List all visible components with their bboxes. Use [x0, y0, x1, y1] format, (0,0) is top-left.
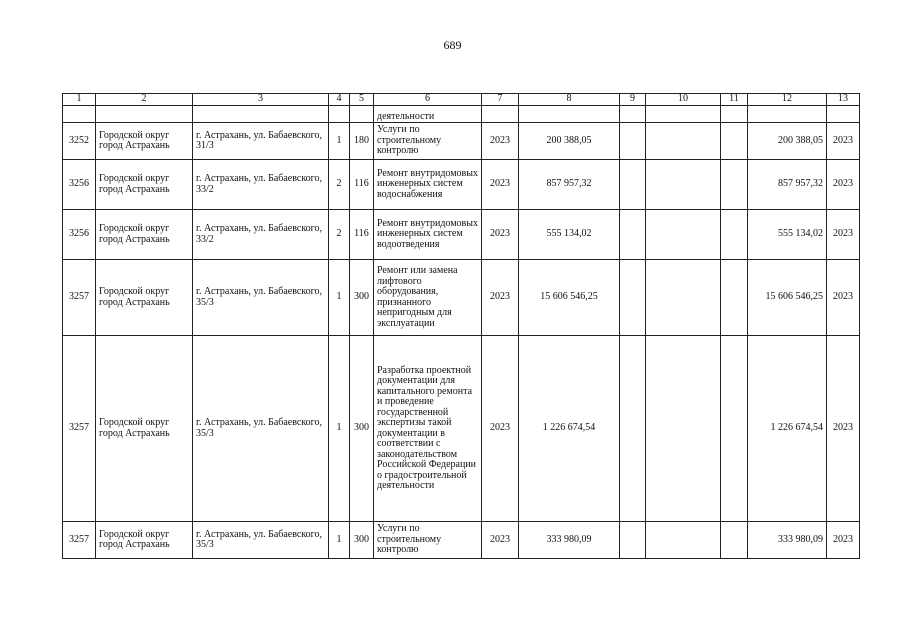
completion-year-cell: 2023 [827, 336, 860, 522]
table-row [63, 336, 860, 522]
year-cell: 2023 [482, 336, 519, 522]
column-header: 13 [827, 94, 860, 106]
col10-cell [646, 210, 721, 260]
municipality-cell: Городской округ город Астрахань [96, 522, 193, 559]
column-header: 2 [96, 94, 193, 106]
total-cell: 555 134,02 [748, 210, 827, 260]
col9-cell [620, 522, 646, 559]
total-cell: 1 226 674,54 [748, 336, 827, 522]
col5-cell: 300 [350, 336, 374, 522]
column-header: 1 [63, 94, 96, 106]
work-type-cell: Услуги по строительному контролю [374, 123, 482, 160]
work-type-cell: Ремонт или замена лифтового оборудования, признанного непригодным для эксплуатации [374, 260, 482, 336]
address-cell: г. Астрахань, ул. Бабаевского, 35/3 [193, 336, 329, 522]
col4-cell: 2 [329, 210, 350, 260]
amount-cell: 200 388,05 [519, 123, 620, 160]
completion-year-cell: 2023 [827, 123, 860, 160]
col11-cell [721, 260, 748, 336]
total-cell: 15 606 546,25 [748, 260, 827, 336]
col10-cell [646, 160, 721, 210]
address-cell: г. Астрахань, ул. Бабаевского, 35/3 [193, 522, 329, 559]
work-type-cell: Разработка проектной документации для капитального ремонта и проведение государственной экспертизы такой документации в соответствии с законодательством Российской Федерации о градостроительной деятельности [374, 336, 482, 522]
col5-cell: 300 [350, 260, 374, 336]
column-header: 9 [620, 94, 646, 106]
work-type-cell: Ремонт внутридомовых инженерных систем водоотведения [374, 210, 482, 260]
municipality-cell: Городской округ город Астрахань [96, 336, 193, 522]
work-type-cell: Ремонт внутридомовых инженерных систем водоснабжения [374, 160, 482, 210]
completion-year-cell: 2023 [827, 210, 860, 260]
col11-cell [721, 123, 748, 160]
column-header: 12 [748, 94, 827, 106]
amount-cell: 15 606 546,25 [519, 260, 620, 336]
total-cell: 200 388,05 [748, 123, 827, 160]
column-header: 3 [193, 94, 329, 106]
table-row [63, 210, 860, 260]
column-header: 11 [721, 94, 748, 106]
object-id-cell: 3256 [63, 160, 96, 210]
completion-year-cell: 2023 [827, 522, 860, 559]
col5-cell: 116 [350, 210, 374, 260]
col11-cell [721, 210, 748, 260]
col11-cell [721, 160, 748, 210]
col9-cell [620, 160, 646, 210]
table-row [63, 522, 860, 559]
address-cell: г. Астрахань, ул. Бабаевского, 31/3 [193, 123, 329, 160]
capital-repair-table [62, 93, 860, 559]
amount-cell: 333 980,09 [519, 522, 620, 559]
col5-cell: 180 [350, 123, 374, 160]
year-cell: 2023 [482, 210, 519, 260]
col10-cell [646, 123, 721, 160]
object-id-cell: 3256 [63, 210, 96, 260]
municipality-cell: Городской округ город Астрахань [96, 260, 193, 336]
col11-cell [721, 336, 748, 522]
municipality-cell: Городской округ город Астрахань [96, 210, 193, 260]
col4-cell: 1 [329, 260, 350, 336]
col9-cell [620, 210, 646, 260]
completion-year-cell: 2023 [827, 160, 860, 210]
total-cell: 333 980,09 [748, 522, 827, 559]
column-header: 8 [519, 94, 620, 106]
object-id-cell: 3257 [63, 522, 96, 559]
col10-cell [646, 522, 721, 559]
object-id-cell: 3252 [63, 123, 96, 160]
continuation-row [63, 106, 860, 123]
column-header: 10 [646, 94, 721, 106]
year-cell: 2023 [482, 522, 519, 559]
municipality-cell: Городской округ город Астрахань [96, 123, 193, 160]
completion-year-cell: 2023 [827, 260, 860, 336]
col4-cell: 1 [329, 336, 350, 522]
col4-cell: 1 [329, 522, 350, 559]
total-cell: 857 957,32 [748, 160, 827, 210]
col5-cell: 300 [350, 522, 374, 559]
col9-cell [620, 336, 646, 522]
col10-cell [646, 336, 721, 522]
address-cell: г. Астрахань, ул. Бабаевского, 33/2 [193, 160, 329, 210]
work-type-cell: деятельности [374, 106, 482, 123]
address-cell: г. Астрахань, ул. Бабаевского, 35/3 [193, 260, 329, 336]
work-type-cell: Услуги по строительному контролю [374, 522, 482, 559]
object-id-cell: 3257 [63, 260, 96, 336]
table-row [63, 123, 860, 160]
column-numbers-row [63, 94, 860, 106]
year-cell: 2023 [482, 260, 519, 336]
col4-cell: 2 [329, 160, 350, 210]
year-cell: 2023 [482, 123, 519, 160]
col9-cell [620, 260, 646, 336]
address-cell: г. Астрахань, ул. Бабаевского, 33/2 [193, 210, 329, 260]
col11-cell [721, 522, 748, 559]
col9-cell [620, 123, 646, 160]
amount-cell: 555 134,02 [519, 210, 620, 260]
column-header: 6 [374, 94, 482, 106]
municipality-cell: Городской округ город Астрахань [96, 160, 193, 210]
page-number: 689 [443, 38, 462, 52]
column-header: 4 [329, 94, 350, 106]
col5-cell: 116 [350, 160, 374, 210]
amount-cell: 1 226 674,54 [519, 336, 620, 522]
column-header: 5 [350, 94, 374, 106]
col4-cell: 1 [329, 123, 350, 160]
amount-cell: 857 957,32 [519, 160, 620, 210]
object-id-cell: 3257 [63, 336, 96, 522]
col10-cell [646, 260, 721, 336]
table-row [63, 260, 860, 336]
year-cell: 2023 [482, 160, 519, 210]
column-header: 7 [482, 94, 519, 106]
table-row [63, 160, 860, 210]
